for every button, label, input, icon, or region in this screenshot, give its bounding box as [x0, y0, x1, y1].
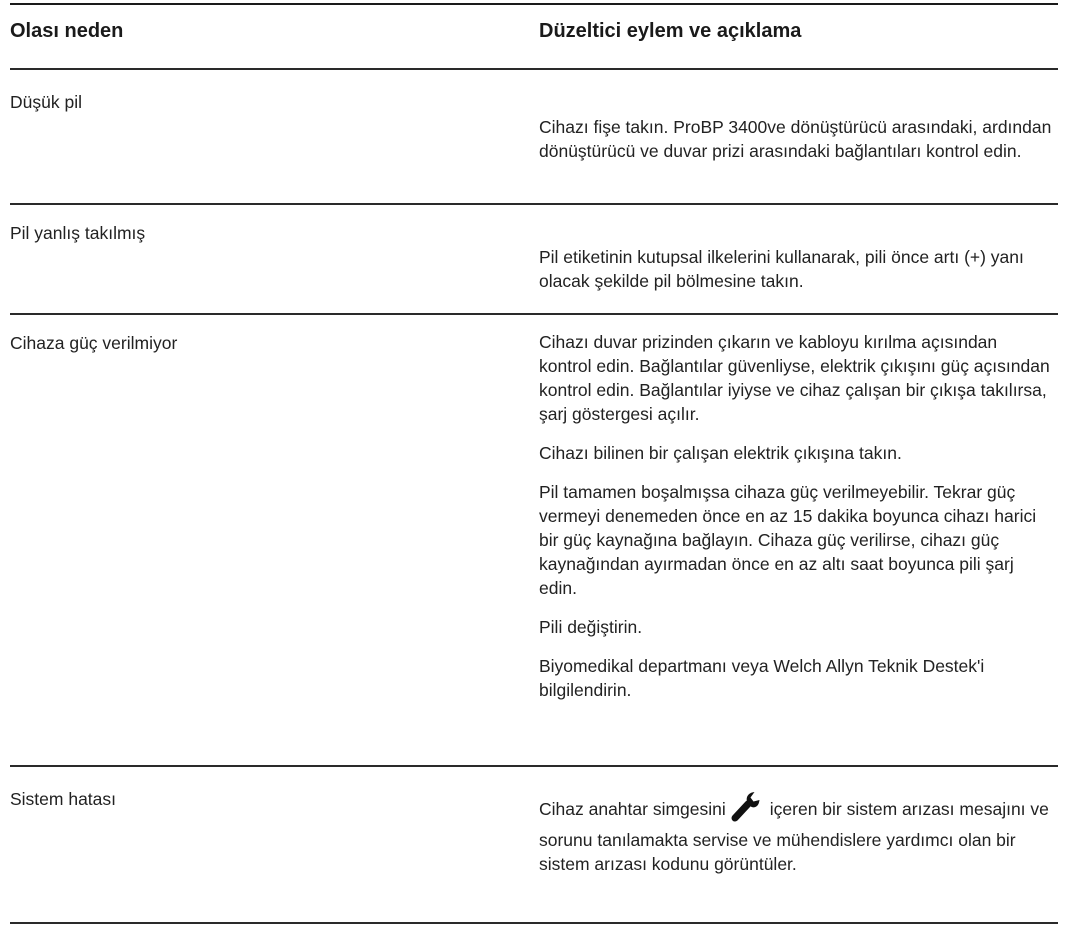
action-cell: [539, 245, 1054, 293]
header-rule: [10, 68, 1058, 70]
action-text-before-icon: Cihaz anahtar simgesini: [539, 799, 726, 819]
action-cell: [539, 330, 1054, 702]
row-rule: [10, 313, 1058, 315]
action-cell: [539, 115, 1054, 163]
action-text: Cihazı fişe takın. ProBP 3400ve dönüştürücü arasındaki, ardından dönüştürücü ve duvar prizi arasındaki bağlantıları kontrol edin.: [539, 117, 1052, 161]
cause-cell: Cihaza güç verilmiyor: [10, 333, 178, 353]
action-text: [539, 790, 1054, 876]
header-action: Düzeltici eylem ve açıklama: [539, 20, 802, 42]
action-text: Cihazı bilinen bir çalışan elektrik çıkışına takın.: [539, 443, 902, 463]
row-rule: [10, 765, 1058, 767]
action-text: Pil tamamen boşalmışsa cihaza güç verilmeyebilir. Tekrar güç vermeyi denemeden önce en az 15 dakika boyunca cihazı harici bir güç kaynağına bağlayın. Cihaza güç verilirse, cihazı güç kaynağından ayırmadan önce en az altı saat boyunca pili şarj edin.: [539, 482, 1037, 598]
table-bottom-rule: [10, 922, 1058, 924]
cause-cell: Sistem hatası: [10, 789, 117, 809]
table-header: [10, 0, 1058, 70]
action-text: Pili değiştirin.: [539, 617, 643, 637]
row-rule: [10, 203, 1058, 205]
action-text-after-icon: içeren bir sistem arızası mesajını ve sorunu tanılamakta servise ve mühendislere yardımcı olan bir sistem arızası kodunu görüntüler.: [539, 799, 1049, 874]
action-text: Cihazı duvar prizinden çıkarın ve kabloyu kırılma açısından kontrol edin. Bağlantılar güvenliyse, elektrik çıkışını güç açısından kontrol edin. Bağlantılar iyiyse ve cihaz çalışan bir çıkışa takılırsa, şarj göstergesi açılır.: [539, 332, 1050, 424]
cause-cell: Pil yanlış takılmış: [10, 223, 146, 243]
action-text: Biyomedikal departmanı veya Welch Allyn Teknik Destek'i bilgilendirin.: [539, 656, 985, 700]
action-text: Pil etiketinin kutupsal ilkelerini kullanarak, pili önce artı (+) yanı olacak şekilde pil bölmesine takın.: [539, 247, 1024, 291]
action-cell: [539, 790, 1054, 876]
header-cause: Olası neden: [10, 20, 124, 42]
cause-cell: Düşük pil: [10, 92, 82, 112]
wrench-icon: [730, 790, 764, 828]
